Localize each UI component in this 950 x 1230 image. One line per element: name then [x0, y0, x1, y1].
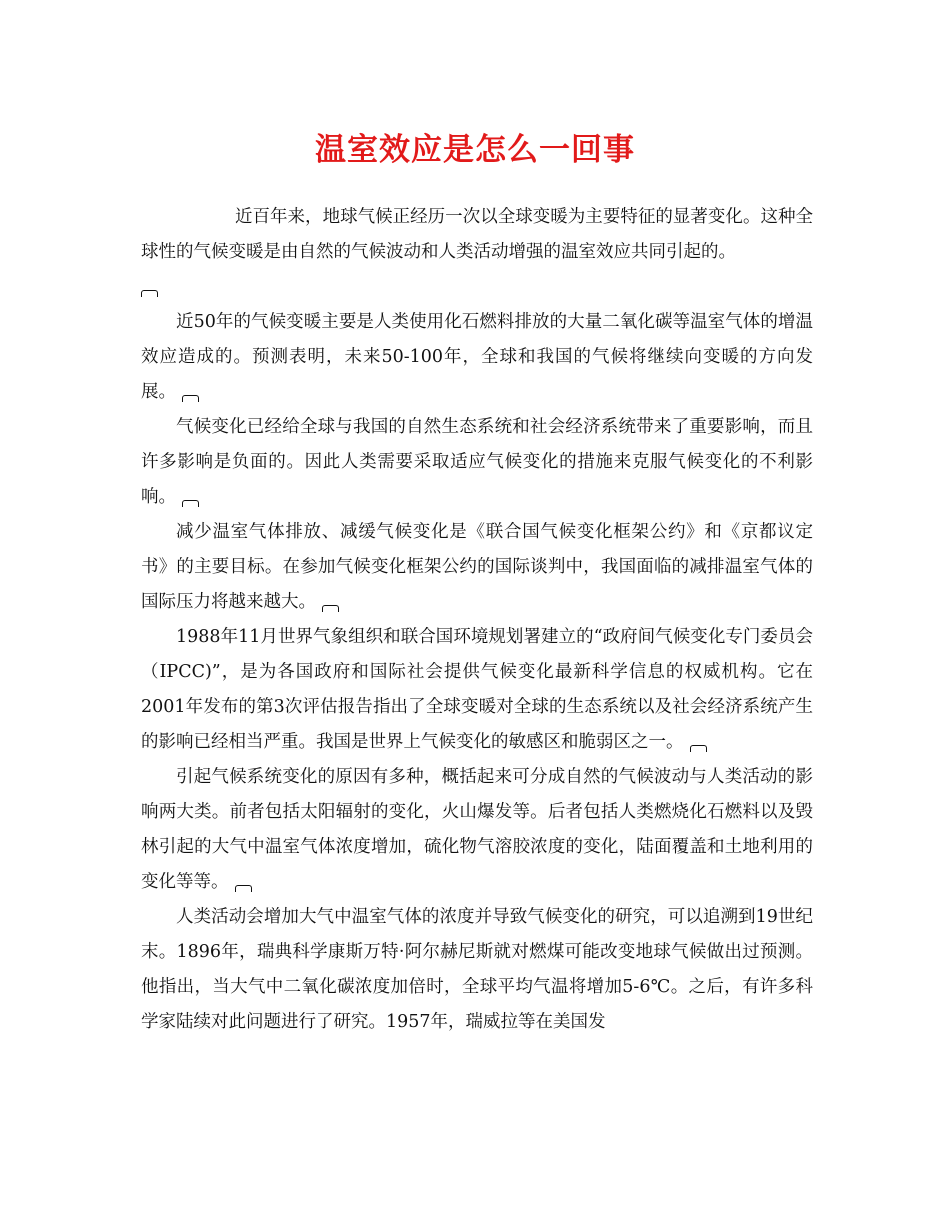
document-body: [141, 200, 813, 1040]
paragraph-end-mark-icon: [322, 605, 339, 612]
paragraph-2: [141, 305, 813, 410]
document-title: 温室效应是怎么一回事: [315, 132, 635, 168]
paragraph-5-text: 1988年11月世界气象组织和联合国环境规划署建立的“政府间气候变化专门委员会（IPCC)”，是为各国政府和国际社会提供气候变化最新科学信息的权威机构。它在2001年发布的第3次评估报告指出了全球变暖对全球的生态系统以及社会经济系统产生的影响已经相当严重。我国是世界上气候变化的敏感区和脆弱区之一。: [141, 627, 813, 752]
paragraph-4: [141, 515, 813, 620]
paragraph-3-text: 气候变化已经给全球与我国的自然生态系统和社会经济系统带来了重要影响，而且许多影响是负面的。因此人类需要采取适应气候变化的措施来克服气候变化的不利影响。: [141, 417, 813, 507]
paragraph-end-mark-icon: [690, 745, 707, 752]
paragraph-3: [141, 410, 813, 515]
paragraph-6-text: 引起气候系统变化的原因有多种，概括起来可分成自然的气候波动与人类活动的影响两大类。前者包括太阳辐射的变化，火山爆发等。后者包括人类燃烧化石燃料以及毁林引起的大气中温室气体浓度增加，硫化物气溶胶浓度的变化，陆面覆盖和土地利用的变化等等。: [141, 767, 813, 892]
paragraph-end-mark-icon: [235, 885, 252, 892]
paragraph-4-text: 减少温室气体排放、减缓气候变化是《联合国气候变化框架公约》和《京都议定书》的主要目标。在参加气候变化框架公约的国际谈判中，我国面临的减排温室气体的国际压力将越来越大。: [141, 522, 813, 612]
paragraph-end-mark-icon: [141, 290, 158, 297]
paragraph-2-text: 近50年的气候变暖主要是人类使用化石燃料排放的大量二氧化碳等温室气体的增温效应造成的。预测表明，未来50-100年，全球和我国的气候将继续向变暖的方向发展。: [141, 312, 813, 402]
paragraph-end-mark-icon: [182, 395, 199, 402]
paragraph-1-text: 近百年来，地球气候正经历一次以全球变暖为主要特征的显著变化。这种全球性的气候变暖是由自然的气候波动和人类活动增强的温室效应共同引起的。: [141, 207, 813, 262]
paragraph-1: [141, 200, 813, 305]
paragraph-1-mark-line: [141, 270, 813, 305]
paragraph-end-mark-icon: [182, 500, 199, 507]
paragraph-7: [141, 900, 813, 1040]
paragraph-7-text: 人类活动会增加大气中温室气体的浓度并导致气候变化的研究，可以追溯到19世纪末。1896年，瑞典科学康斯万特·阿尔赫尼斯就对燃煤可能改变地球气候做出过预测。他指出，当大气中二氧化碳浓度加倍时，全球平均气温将增加5-6℃。之后，有许多科学家陆续对此问题进行了研究。1957年，瑞威拉等在美国发: [141, 907, 813, 1032]
paragraph-5: [141, 620, 813, 760]
paragraph-6: [141, 760, 813, 900]
